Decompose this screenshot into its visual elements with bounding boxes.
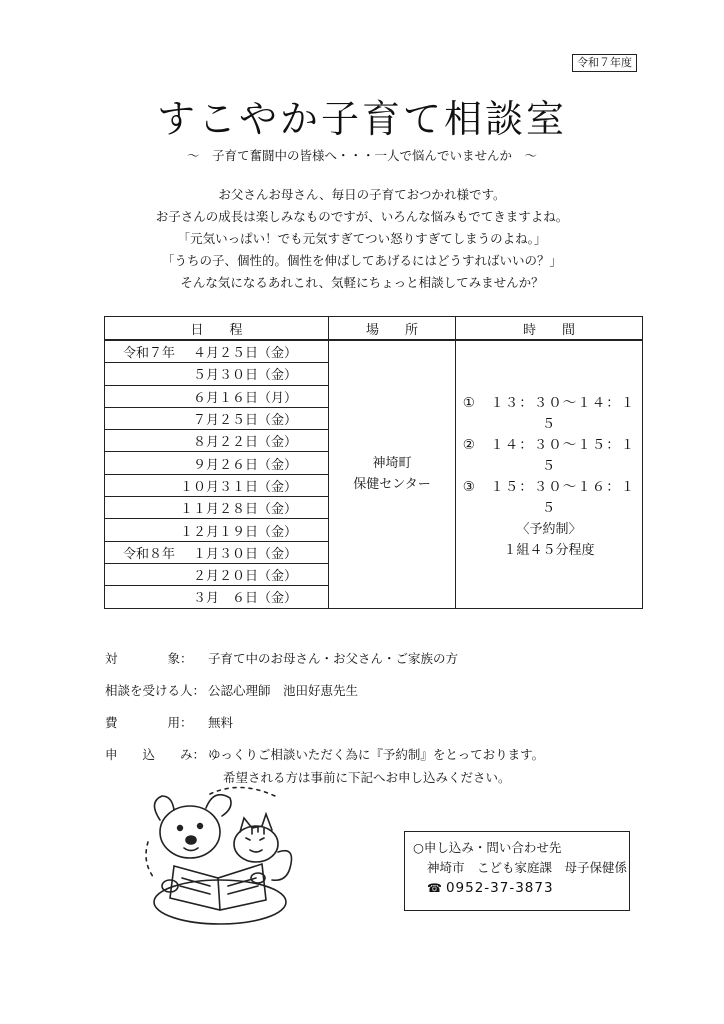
date-cell [105,452,329,474]
date-month-day: ４月２５日（金） [192,346,297,362]
info-value: 公認心理師 池田好恵先生 [208,683,359,698]
date-cell [105,519,329,541]
date-cell [105,541,329,563]
contact-department: 神埼市 こども家庭課 母子保健係 [427,860,628,875]
date-cell [105,563,329,585]
date-month-day: ２月２０日（金） [192,569,297,585]
time-slot: ② １４：３０～１５：１５ [462,437,636,475]
intro-line: お子さんの成長は楽しみなものですが、いろんな悩みもでてきますよね。 [155,209,569,224]
dog-and-cat-reading-illustration [140,782,310,932]
info-fee [105,713,233,731]
date-era: 令和７年 [123,346,176,362]
telephone-icon: ☎ [427,881,442,895]
info-value: ゆっくりご相談いただく為に『予約制』をとっております。 [208,747,545,762]
place-cell [329,340,456,608]
fiscal-year-badge: 令和７年度 [572,54,637,72]
date-cell [105,340,329,363]
info-apply [105,745,544,763]
date-month-day: ６月１６日（月） [192,390,297,406]
date-month-day: １月３０日（金） [192,546,297,562]
time-slot: ③ １５：３０～１６：１５ [462,479,636,517]
contact-heading: ○申し込み・問い合わせ先 [413,840,562,855]
info-label: 費 用： [105,715,193,730]
date-cell [105,497,329,519]
date-month-day: ３月 ６日（金） [192,591,297,607]
date-month-day: １２月１９日（金） [179,524,297,540]
info-target [105,649,458,667]
place-line: 保健センター [353,477,431,493]
date-month-day: ９月２６日（金） [192,457,297,473]
date-cell [105,474,329,496]
date-month-day: ７月２５日（金） [192,413,297,429]
info-label: 対 象： [105,651,193,666]
date-era: 令和８年 [123,546,176,562]
date-month-day: ８月２２日（金） [192,435,297,451]
time-slot: ① １３：３０～１４：１５ [462,395,636,433]
info-value: 子育て中のお母さん・お父さん・ご家族の方 [208,651,459,666]
table-row [105,340,643,363]
date-cell [105,385,329,407]
date-month-day: ５月３０日（金） [192,368,297,384]
contact-box [404,831,630,911]
intro-line: 「元気いっぱい！でも元気すぎてつい怒りすぎてしまうのよね。」 [177,231,547,246]
page-subtitle: ～ 子育て奮闘中の皆様へ・・・一人で悩んでいませんか ～ [186,148,537,163]
date-cell [105,363,329,385]
place-line: 神埼町 [372,456,412,472]
date-cell [105,430,329,452]
reservation-note: 〈予約制〉 [516,522,582,538]
header-date: 日 程 [105,317,329,341]
info-counselor [105,681,358,699]
info-value: 無料 [208,715,234,730]
intro-line: 「うちの子、個性的。個性を伸ばしてあげるにはどうすればいいの？」 [161,253,562,268]
schedule-table [104,316,643,609]
date-cell [105,407,329,429]
contact-phone-row [413,878,621,898]
date-cell [105,586,329,608]
info-label: 相談を受ける人： [105,683,206,698]
time-cell [456,340,643,608]
schedule-header-row [105,317,643,341]
date-month-day: １０月３１日（金） [179,479,297,495]
intro-line: そんな気になるあれこれ、気軽にちょっと相談してみませんか？ [180,275,544,290]
date-month-day: １１月２８日（金） [179,502,297,518]
header-place: 場 所 [329,317,456,341]
info-label: 申 込 み： [105,747,206,762]
header-time: 時 間 [456,317,643,341]
page-title: すこやか子育て相談室 [156,97,567,141]
duration-note: １組４５分程度 [503,543,595,559]
contact-phone: 0952-37-3873 [445,880,554,896]
apply-note: 希望される方は事前に下記へお申し込みください。 [223,770,511,785]
intro-line: お父さんお母さん、毎日の子育ておつかれ様です。 [218,187,506,202]
